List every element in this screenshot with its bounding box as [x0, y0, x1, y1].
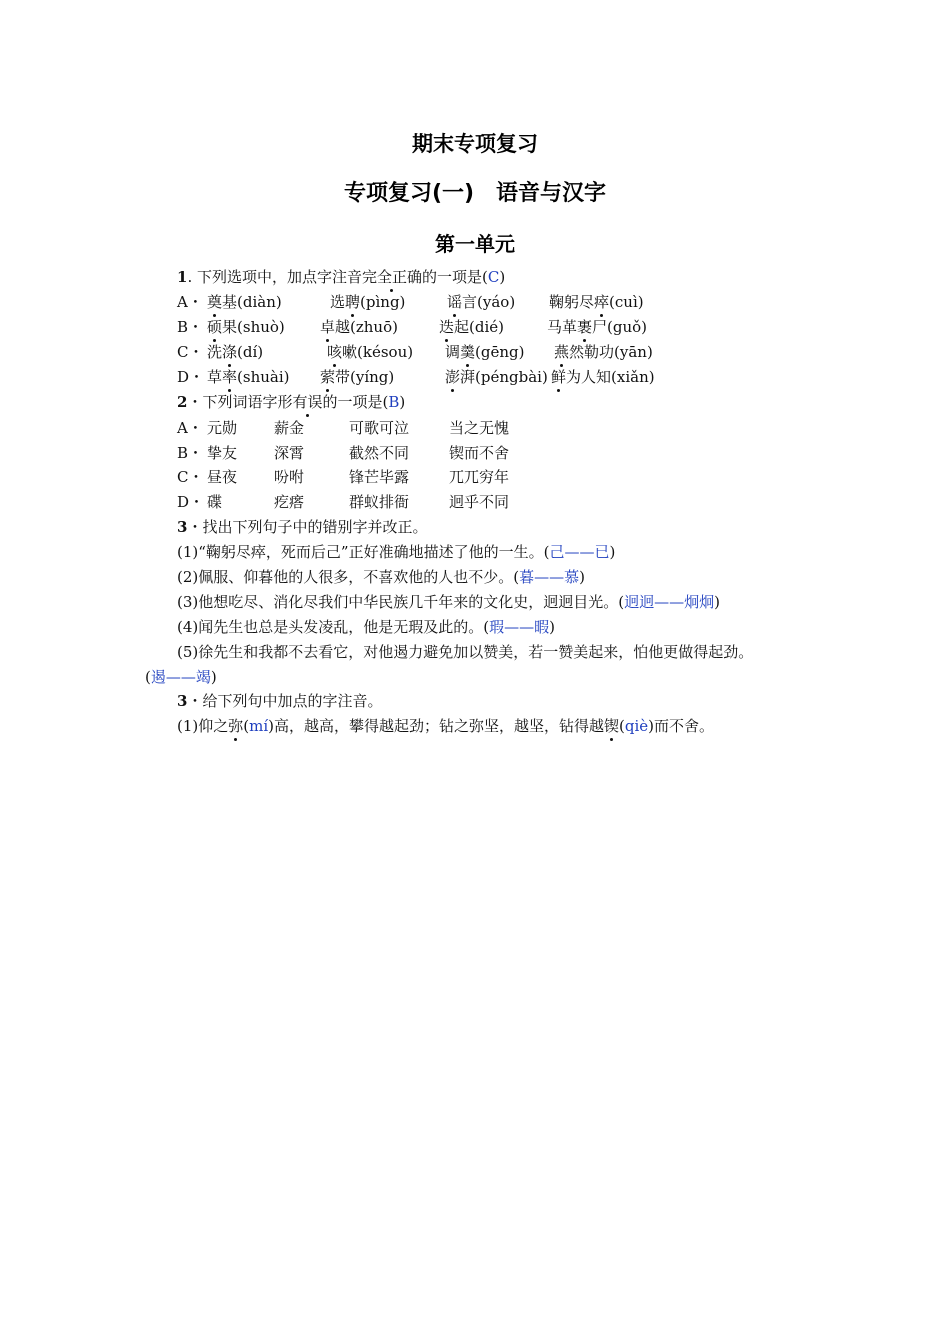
emphasis-dotted: 完全正确 [361, 268, 422, 286]
q2-stem: 2・下列词语字形有误的一项是(B) [177, 393, 406, 411]
emphasis-dotted: 有误 [292, 393, 323, 411]
q3-item-3: (3)他想吃尽、消化尽我们中华民族几千年来的文化史，迥迥目光。(迥迥——炯炯) [177, 593, 720, 611]
q3-answer-4: 瑕——暇 [489, 618, 550, 636]
q3-answer-3: 迥迥——炯炯 [624, 593, 715, 611]
q3-answer-2: 暮——慕 [519, 568, 580, 586]
main-title: 期末专项复习 [412, 132, 538, 156]
q3-item-5: (5)徐先生和我都不去看它，对他遏力避免加以赞美，若一赞美起来，怕他更做得起劲。 [177, 643, 754, 661]
q3-answer-1: 己——已 [549, 543, 610, 561]
option-item: 澎湃(péngbài) [445, 368, 548, 386]
option-item: 马革裹尸(guǒ) [547, 318, 648, 336]
q3-item-1: (1)“鞠躬尽瘁，死而后己”正好准确地描述了他的一生。(己——已) [177, 543, 616, 561]
q1-option-b: B・ 硕果(shuò) 卓越(zhuō) 迭起(dié) 马革裹尸(guǒ) [177, 318, 648, 336]
option-item: 奠基(diàn) [207, 293, 282, 311]
q2-option-d: D・ 碟 疙瘩 群蚁排衙 迥乎不同 [177, 493, 510, 511]
option-item: 谣言(yáo) [447, 293, 516, 311]
q3-item-5-answer-line: (遏——竭) [145, 668, 217, 686]
q1-option-c: C・ 洗涤(dí) 咳嗽(késou) 调羹(gēng) 燕然勒功(yān) [177, 343, 653, 361]
q3-stem: 3・找出下列句子中的错别字并改正。 [177, 518, 428, 536]
q4-answer-1: mí [249, 717, 269, 735]
q2-answer: B [388, 393, 400, 411]
q2-option-a: A・ 元勋 薪金 可歌可泣 当之无愧 [177, 419, 510, 437]
option-item: 鞠躬尽瘁(cuì) [549, 293, 644, 311]
unit-title: 第一单元 [435, 232, 515, 256]
option-item: 选聘(pìng) [330, 293, 406, 311]
q1-answer: C [487, 268, 500, 286]
option-item: 调羹(gēng) [445, 343, 525, 361]
option-item: 燕然勒功(yān) [554, 343, 653, 361]
q1-option-a: A・ 奠基(diàn) 选聘(pìng) 谣言(yáo) 鞠躬尽瘁(cuì) [177, 293, 644, 311]
section-title: 专项复习(一) 语音与汉字 [343, 181, 607, 206]
q1-option-d: D・ 草率(shuài) 萦带(yíng) 澎湃(péngbài) 鲜为人知(xiǎn) [177, 368, 655, 386]
option-item: 草率(shuài) [207, 368, 290, 386]
q2-option-c: C・ 昼夜 吩咐 锋芒毕露 兀兀穷年 [177, 468, 510, 486]
option-item: 洗涤(dí) [207, 343, 264, 361]
option-item: 迭起(dié) [439, 318, 504, 336]
q1-stem: 1. 下列选项中，加点字注音完全正确的一项是(C) [177, 268, 506, 286]
q3-answer-5: 遏——竭 [150, 668, 211, 686]
option-item: 咳嗽(késou) [327, 343, 414, 361]
q4-item-1: (1)仰之弥(mí)高，越高，攀得越起劲；钻之弥坚，越坚，钻得越锲(qiè)而不舍。 [177, 717, 715, 735]
q4-answer-2: qiè [624, 717, 649, 735]
option-item: 硕果(shuò) [207, 318, 285, 336]
q3-item-2: (2)佩服、仰暮他的人很多，不喜欢他的人也不少。(暮——慕) [177, 568, 585, 586]
option-item: 鲜为人知(xiǎn) [551, 368, 655, 386]
q4-stem: 3・给下列句中加点的字注音。 [177, 692, 383, 710]
option-item: 卓越(zhuō) [320, 318, 398, 336]
option-item: 萦带(yíng) [320, 368, 395, 386]
q3-item-4: (4)闻先生也总是头发凌乱，他是无瑕及此的。(瑕——暇) [177, 618, 555, 636]
q2-option-b: B・ 挚友 深霄 截然不同 锲而不舍 [177, 444, 510, 462]
